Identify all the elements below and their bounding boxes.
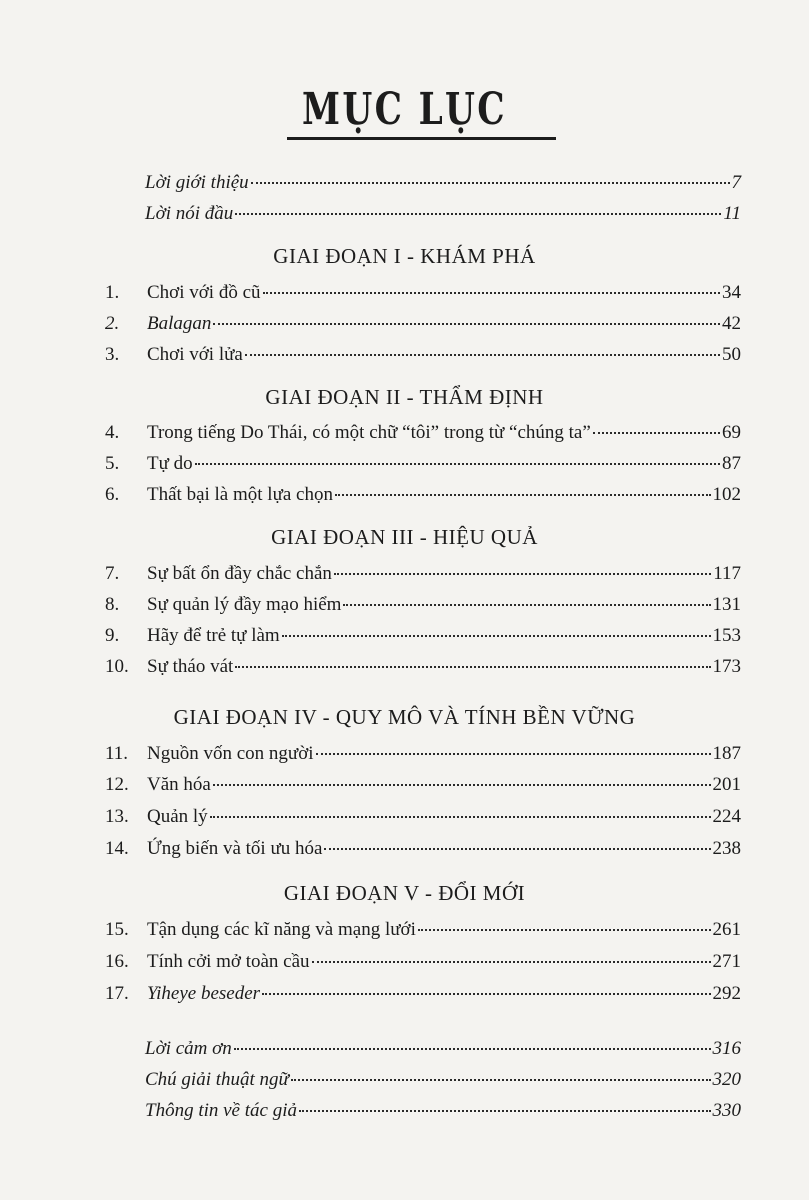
- entry-page: 102: [712, 484, 741, 505]
- toc-entry-front-1[interactable]: [105, 172, 741, 200]
- toc-entry-back-3[interactable]: [105, 1100, 741, 1128]
- entry-label: Yiheye beseder: [147, 983, 261, 1004]
- entry-label: Ứng biến và tối ưu hóa: [147, 838, 323, 859]
- toc-entry-6[interactable]: [105, 484, 741, 512]
- dot-leader: [324, 847, 710, 850]
- toc-entry-back-2[interactable]: [105, 1069, 741, 1097]
- entry-page: 224: [712, 806, 741, 827]
- entry-label: Balagan: [147, 313, 212, 334]
- dot-leader: [299, 1109, 711, 1112]
- section-heading-4: GIAI ĐOẠN IV - QUY MÔ VÀ TÍNH BỀN VỮNG: [173, 705, 636, 729]
- toc-entry-14[interactable]: [105, 838, 741, 866]
- entry-page: 7: [731, 172, 741, 193]
- entry-page: 69: [722, 422, 741, 443]
- entry-number: 11.: [105, 743, 129, 764]
- toc-entry-11[interactable]: [105, 743, 741, 771]
- toc-entry-8[interactable]: [105, 594, 741, 622]
- dot-leader: [312, 960, 711, 963]
- dot-leader: [195, 462, 720, 465]
- dot-leader: [210, 815, 711, 818]
- toc-entry-9[interactable]: [105, 625, 741, 653]
- entry-number: 3.: [105, 344, 120, 365]
- entry-number: 15.: [105, 919, 129, 940]
- entry-label: Lời nói đầu: [145, 203, 234, 224]
- entry-page: 201: [712, 774, 741, 795]
- toc-entry-4[interactable]: [105, 422, 741, 450]
- toc-entry-3[interactable]: [105, 344, 741, 372]
- entry-number: 13.: [105, 806, 129, 827]
- toc-entry-back-1[interactable]: [105, 1038, 741, 1066]
- entry-page: 50: [722, 344, 741, 365]
- toc-entry-13[interactable]: [105, 806, 741, 834]
- entry-number: 2.: [105, 313, 120, 334]
- entry-label: Chơi với đồ cũ: [147, 282, 261, 303]
- toc-entry-10[interactable]: [105, 656, 741, 684]
- section-heading-1: GIAI ĐOẠN I - KHÁM PHÁ: [273, 244, 536, 268]
- section-heading-3: GIAI ĐOẠN III - HIỆU QUẢ: [271, 525, 538, 549]
- entry-number: 10.: [105, 656, 129, 677]
- entry-page: 238: [712, 838, 741, 859]
- entry-label: Lời cảm ơn: [145, 1038, 232, 1059]
- entry-number: 7.: [105, 563, 120, 584]
- entry-page: 316: [712, 1038, 741, 1059]
- entry-label: Chơi với lửa: [147, 344, 243, 365]
- section-heading-5: GIAI ĐOẠN V - ĐỔI MỚI: [283, 881, 526, 905]
- entry-label: Quản lý: [147, 806, 208, 827]
- entry-label: Chú giải thuật ngữ: [145, 1069, 289, 1090]
- entry-label: Sự tháo vát: [147, 656, 234, 677]
- entry-number: 1.: [105, 282, 120, 303]
- dot-leader: [263, 291, 720, 294]
- entry-page: 320: [712, 1069, 741, 1090]
- entry-label: Sự bất ổn đầy chắc chắn: [147, 563, 332, 584]
- entry-label: Văn hóa: [147, 774, 211, 795]
- entry-label: Sự quản lý đầy mạo hiểm: [147, 594, 342, 615]
- entry-page: 131: [712, 594, 741, 615]
- entry-page: 87: [722, 453, 741, 474]
- entry-number: 8.: [105, 594, 120, 615]
- entry-label: Lời giới thiệu: [145, 172, 249, 193]
- entry-label: Tính cởi mở toàn cầu: [147, 951, 310, 972]
- dot-leader: [251, 181, 730, 184]
- toc-entry-1[interactable]: [105, 282, 741, 310]
- entry-page: 42: [722, 313, 741, 334]
- toc-entry-5[interactable]: [105, 453, 741, 481]
- entry-number: 12.: [105, 774, 129, 795]
- entry-page: 117: [713, 563, 741, 584]
- entry-page: 261: [712, 919, 741, 940]
- dot-leader: [291, 1078, 711, 1081]
- entry-page: 34: [722, 282, 741, 303]
- toc-entry-2[interactable]: [105, 313, 741, 341]
- entry-label: Trong tiếng Do Thái, có một chữ “tôi” trong từ “chúng ta”: [147, 422, 591, 443]
- title-underline: [287, 137, 556, 140]
- entry-label: Thất bại là một lựa chọn: [147, 484, 333, 505]
- entry-page: 292: [712, 983, 741, 1004]
- dot-leader: [334, 572, 711, 575]
- dot-leader: [418, 928, 711, 931]
- dot-leader: [235, 665, 710, 668]
- toc-entry-12[interactable]: [105, 774, 741, 802]
- dot-leader: [316, 752, 711, 755]
- entry-page: 330: [712, 1100, 741, 1121]
- entry-page: 11: [723, 203, 741, 224]
- entry-number: 5.: [105, 453, 120, 474]
- entry-page: 173: [712, 656, 741, 677]
- dot-leader: [213, 322, 720, 325]
- entry-number: 6.: [105, 484, 120, 505]
- entry-page: 187: [712, 743, 741, 764]
- dot-leader: [282, 634, 711, 637]
- toc-entry-17[interactable]: [105, 983, 741, 1011]
- dot-leader: [235, 212, 721, 215]
- entry-page: 271: [712, 951, 741, 972]
- entry-label: Thông tin về tác giả: [145, 1100, 297, 1121]
- entry-label: Hãy để trẻ tự làm: [147, 625, 280, 646]
- entry-label: Tự do: [147, 453, 193, 474]
- dot-leader: [213, 783, 711, 786]
- entry-number: 17.: [105, 983, 129, 1004]
- dot-leader: [335, 493, 711, 496]
- entry-number: 9.: [105, 625, 120, 646]
- toc-entry-15[interactable]: [105, 919, 741, 947]
- entry-number: 16.: [105, 951, 129, 972]
- page-title: MỤC LỤC: [302, 84, 507, 135]
- toc-entry-7[interactable]: [105, 563, 741, 591]
- dot-leader: [234, 1047, 711, 1050]
- entry-number: 4.: [105, 422, 120, 443]
- toc-entry-16[interactable]: [105, 951, 741, 979]
- entry-page: 153: [712, 625, 741, 646]
- dot-leader: [262, 992, 710, 995]
- dot-leader: [593, 431, 720, 434]
- toc-entry-front-2[interactable]: [105, 203, 741, 231]
- entry-label: Tận dụng các kĩ năng và mạng lưới: [147, 919, 416, 940]
- dot-leader: [343, 603, 710, 606]
- entry-number: 14.: [105, 838, 129, 859]
- section-heading-2: GIAI ĐOẠN II - THẨM ĐỊNH: [265, 385, 544, 409]
- entry-label: Nguồn vốn con người: [147, 743, 314, 764]
- dot-leader: [245, 353, 720, 356]
